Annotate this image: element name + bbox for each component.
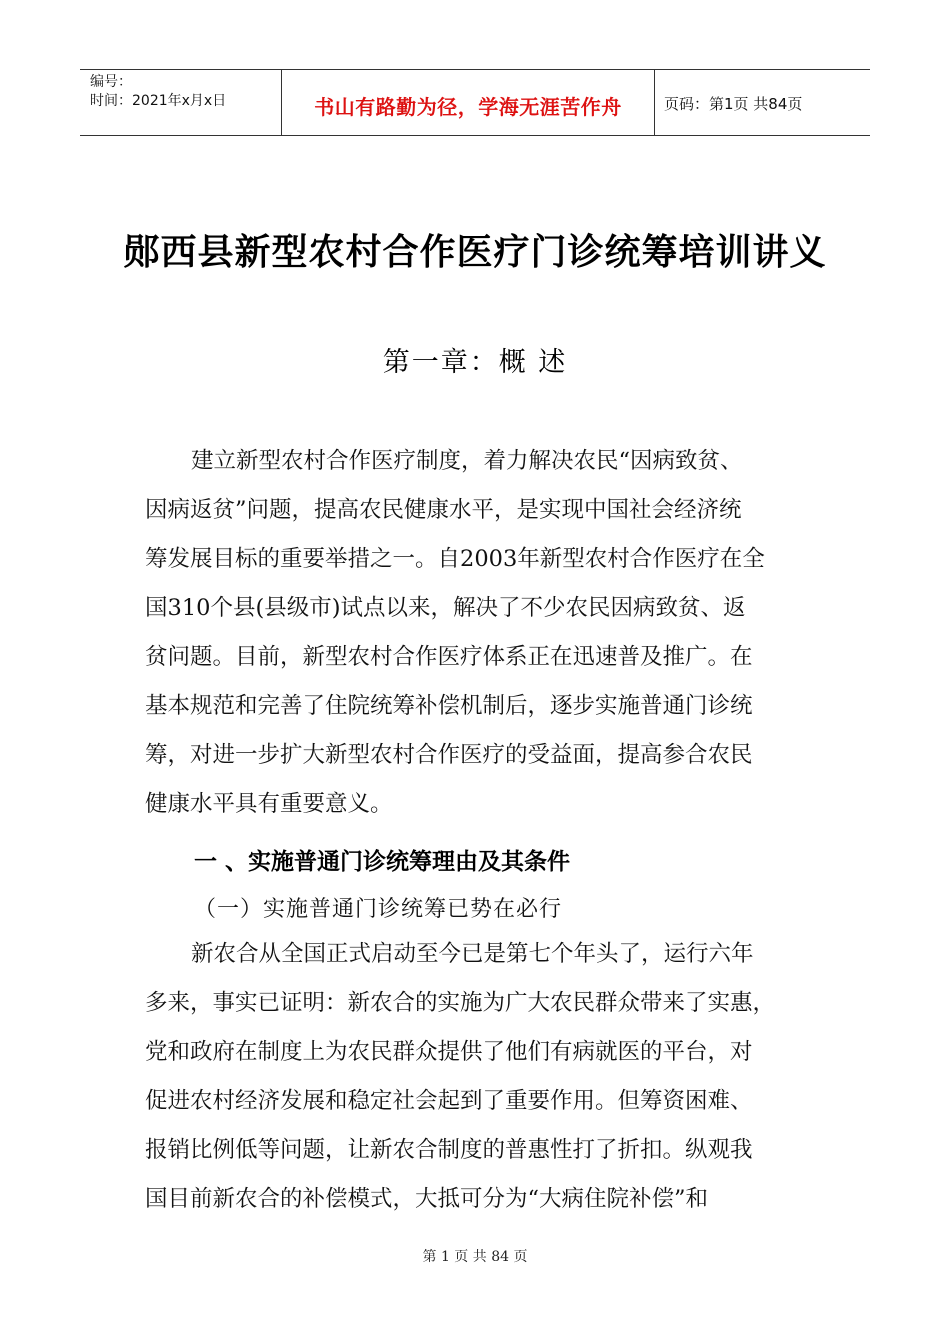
body-paragraph-2 [145, 930, 815, 1224]
paragraph-line: 党和政府在制度上为农民群众提供了他们有病就医的平台，对 [145, 1039, 753, 1065]
header-number-label: 编号： [90, 74, 132, 90]
subsection-heading: （一）实施普通门诊统筹已势在必行 [194, 897, 563, 922]
paragraph-line: 多来，事实已证明：新农合的实施为广大农民群众带来了实惠， [145, 990, 776, 1016]
header-time-label: 时间：2021年x月x日 [90, 93, 227, 109]
header-divider-right [654, 70, 655, 135]
page-footer: 第 1 页 共 84 页 [422, 1249, 528, 1265]
chapter-heading: 第一章：概 述 [382, 347, 568, 378]
paragraph-line: 基本规范和完善了住院统筹补偿机制后，逐步实施普通门诊统 [145, 693, 753, 719]
document-title: 郧西县新型农村合作医疗门诊统筹培训讲义 [123, 232, 827, 273]
paragraph-line: 建立新型农村合作医疗制度，着力解决农民“因病致贫、 [191, 448, 743, 474]
paragraph-line: 国目前新农合的补偿模式，大抵可分为“大病住院补偿”和 [145, 1186, 709, 1212]
paragraph-line: 促进农村经济发展和稳定社会起到了重要作用。但筹资困难、 [145, 1088, 753, 1114]
paragraph-line: 报销比例低等问题，让新农合制度的普惠性打了折扣。纵观我 [145, 1137, 753, 1163]
paragraph-line: 因病返贫”问题，提高农民健康水平，是实现中国社会经济统 [145, 497, 742, 523]
paragraph-line: 贫问题。目前，新型农村合作医疗体系正在迅速普及推广。在 [145, 644, 753, 670]
paragraph-line: 筹发展目标的重要举措之一。自2003年新型农村合作医疗在全 [145, 546, 765, 572]
paragraph-line: 健康水平具有重要意义。 [145, 791, 393, 817]
section-heading: 一 、实施普通门诊统筹理由及其条件 [194, 849, 571, 875]
header-motto: 书山有路勤为径，学海无涯苦作舟 [314, 95, 622, 119]
body-paragraph-1 [145, 437, 815, 829]
header-divider-left [281, 70, 282, 135]
header-meta [90, 73, 226, 111]
header-bottom-rule [80, 135, 870, 136]
paragraph-line: 新农合从全国正式启动至今已是第七个年头了，运行六年 [191, 941, 754, 967]
header-page-info: 页码：第1页 共84页 [664, 95, 803, 113]
paragraph-line: 国310个县(县级市)试点以来，解决了不少农民因病致贫、返 [145, 595, 746, 621]
header-top-rule [80, 69, 870, 70]
paragraph-line: 筹，对进一步扩大新型农村合作医疗的受益面，提高参合农民 [145, 742, 753, 768]
